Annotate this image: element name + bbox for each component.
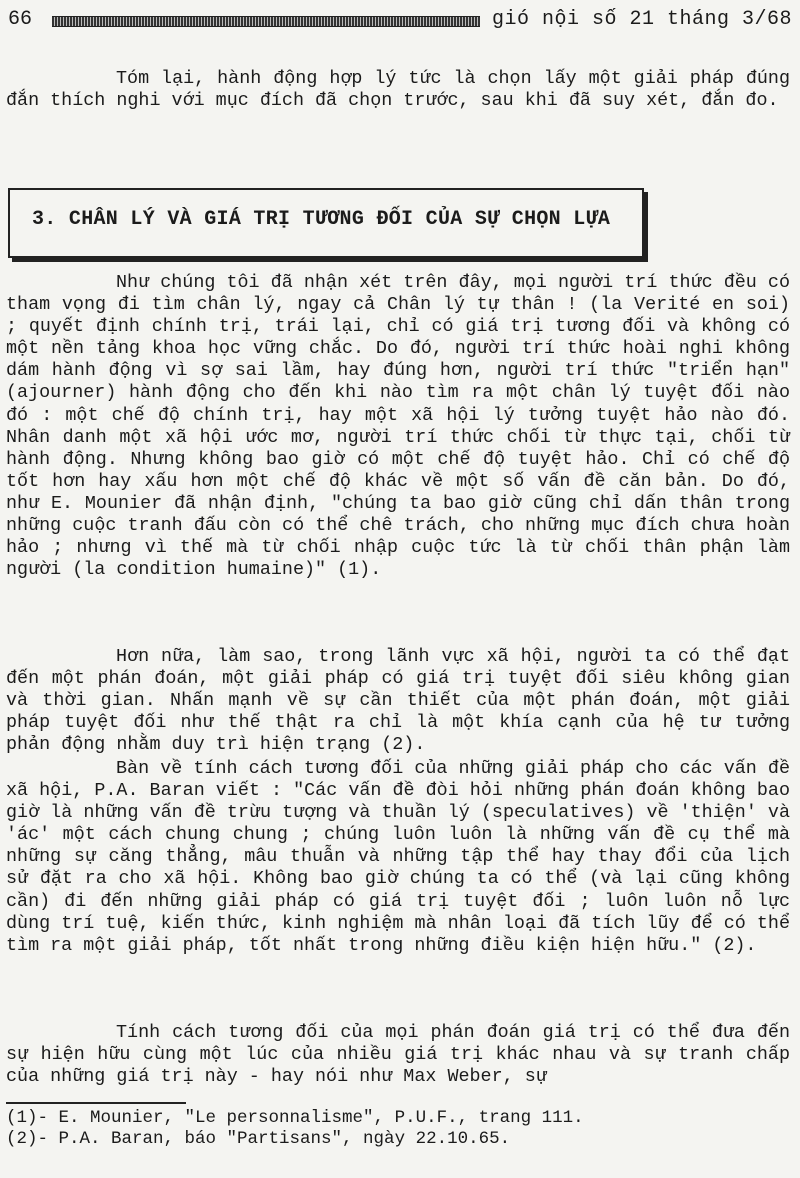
- page-header: [8, 4, 792, 32]
- paragraph-text: Như chúng tôi đã nhận xét trên đây, mọi người trí thức đều có tham vọng đi tìm chân lý, ngay cả Chân lý tự thân ! (la Verité en soi) ; quyết định chính trị, trái lại, chỉ có giá trị tương đối và không có một nền tảng khoa học vững chắc. Do đó, người trí thức hoài nghi không dám hành động vì sợ sai lầm, hay đúng hơn, người trí thức "triển hạn" (ajourner) hành động cho đến khi nào tìm ra một chân lý tuyệt đối nào đó : một chế độ chính trị, hay một xã hội lý tưởng tuyệt hảo nào đó. Nhân danh một xã hội ước mơ, người trí thức chối từ thực tại, chối từ hành động. Nhưng không bao giờ có một chế độ tuyệt hảo. Chỉ có chế độ tốt hơn hay xấu hơn một chế độ khác về một số vấn đề căn bản. Do đó, như E. Mounier đã nhận định, "chúng ta bao giờ cũng chỉ dấn thân trong những cuộc tranh đấu còn có thể chê trách, cho những mục đích chưa hoàn hảo ; nhưng vì thế mà từ chối nhập cuộc tức là từ chối thân phận làm người (la condition humaine)" (1).: [6, 272, 790, 581]
- paragraph-social-judgment: [6, 646, 790, 756]
- paragraph-text: Bàn về tính cách tương đối của những giải pháp cho các vấn đề xã hội, P.A. Baran viết : "Các vấn đề đòi hỏi những phán đoán không bao giờ là những vấn đề trừu tượng và thuần lý (speculatives) về 'thiện' và 'ác' một cách chung chung ; chúng luôn luôn là những vấn đề cụ thể mà những sự căng thẳng, mâu thuẫn và những tập thể hay thay đổi của lịch sử đặt ra cho xã hội. Không bao giờ chúng ta có thể (và lại cũng không cần) đi đến những giải pháp có giá trị tuyệt đối ; luôn luôn nỗ lực dùng trí tuệ, kiến thức, kinh nghiệm mà nhân loại đã tích lũy để có thể tìm ra một giải pháp, tốt nhất trong những điều kiện hiện hữu." (2).: [6, 758, 790, 956]
- footnotes-list: [6, 1108, 790, 1150]
- paragraph-baran-quote: [6, 758, 790, 957]
- paragraph-relativity: [6, 1022, 790, 1088]
- decorative-header-rule: [52, 16, 480, 27]
- footnote-divider: [6, 1102, 186, 1104]
- paragraph-text: Hơn nữa, làm sao, trong lãnh vực xã hội, người ta có thể đạt đến một phán đoán, một giải pháp có giá trị tuyệt đối siêu không gian và thời gian. Nhấn mạnh về sự cần thiết của một phán đoán, một giải pháp tuyệt đối như thế thật ra chỉ là một khía cạnh của hệ tư tưởng phản động nhằm duy trì hiện trạng (2).: [6, 646, 790, 756]
- paragraph-text: Tính cách tương đối của mọi phán đoán giá trị có thể đưa đến sự hiện hữu cùng một lúc của nhiều giá trị khác nhau và sự tranh chấp của những giá trị này - hay nói như Max Weber, sự: [6, 1022, 790, 1088]
- footnote-2: (2)- P.A. Baran, báo "Partisans", ngày 22.10.65.: [6, 1129, 511, 1149]
- paragraph-conclusion: [6, 68, 790, 112]
- paragraph-truth: [6, 272, 790, 581]
- running-title: gió nội số 21 tháng 3/68: [491, 8, 792, 31]
- footnote-1: (1)- E. Mounier, "Le personnalisme", P.U.F., trang 111.: [6, 1108, 584, 1128]
- section-heading-box: [8, 188, 644, 258]
- section-title: 3. CHÂN LÝ VÀ GIÁ TRỊ TƯƠNG ĐỐI CỦA SỰ CHỌN LỰA: [32, 208, 611, 231]
- paragraph-text: Tóm lại, hành động hợp lý tức là chọn lấy một giải pháp đúng đắn thích nghi với mục đích đã chọn trước, sau khi đã suy xét, đắn đo.: [6, 68, 790, 112]
- page-number: 66: [8, 8, 33, 31]
